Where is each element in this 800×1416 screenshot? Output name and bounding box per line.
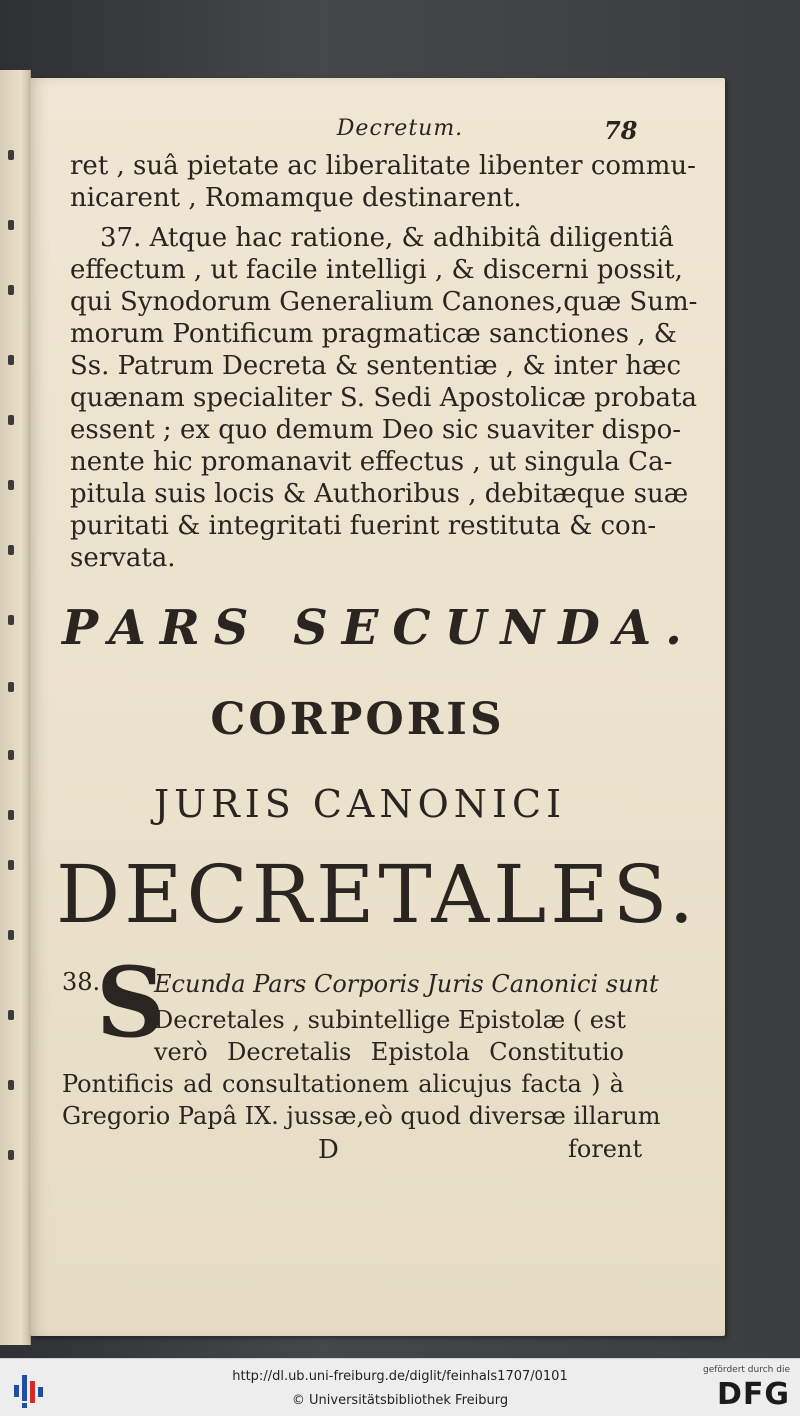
text-line: Gregorio Papâ IX. jussæ,eò quod diversæ illarum [62,1102,661,1130]
text-line: Pontificis ad consultationem alicujus facta ) à [62,1070,624,1098]
text-line: ret , suâ pietate ac liberalitate libenter commu- [70,151,696,181]
drop-cap: S [96,946,166,1059]
paragraph-number: 38. [62,968,101,996]
text-line: nicarent , Romamque destinarent. [70,183,522,213]
catchword: forent [568,1135,643,1163]
section-heading-pars-secunda: PARS SECUNDA. [62,600,696,656]
dfg-caption: gefördert durch die [703,1365,790,1375]
text-line: 37. Atque hac ratione, & adhibitâ diligentiâ [100,223,674,253]
title-juris-canonici: JURIS CANONICI [153,782,567,826]
page-number: 78 [604,116,638,145]
copyright-notice: © Universitätsbibliothek Freiburg [291,1393,509,1408]
text-line: effectum , ut facile intelligi , & discerni possit, [70,255,683,285]
viewer-footer [0,1358,800,1416]
title-corporis: CORPORIS [210,694,505,745]
text-line: servata. [70,543,176,573]
text-line: morum Pontificum pragmaticæ sanctiones , & [70,319,677,349]
text-line: pitula suis locis & Authoribus , debitæque suæ [70,479,689,509]
text-line: quænam specialiter S. Sedi Apostolicæ probata [70,383,697,413]
text-line: verò Decretalis Epistola Constitutio [154,1038,624,1066]
signature-mark: D [318,1135,339,1165]
dfg-logo: DFG [716,1377,790,1412]
running-header: Decretum. [336,116,464,141]
text-line: qui Synodorum Generalium Canones,quæ Sum- [70,287,698,317]
text-line: Decretales , subintellige Epistolæ ( est [154,1006,626,1034]
permalink-url[interactable]: http://dl.ub.uni-freiburg.de/diglit/feinhals1707/0101 [232,1369,568,1384]
text-line: essent ; ex quo demum Deo sic suaviter dispo- [70,415,682,445]
title-decretales: DECRETALES. [56,848,699,941]
text-line: Ss. Patrum Decreta & sententiæ , & inter hæc [70,351,682,381]
text-line: Ecunda Pars Corporis Juris Canonici sunt [154,970,659,998]
text-line: nente hic promanavit effectus , ut singula Ca- [70,447,673,477]
text-line: puritati & integritati fuerint restituta & con- [70,511,657,541]
